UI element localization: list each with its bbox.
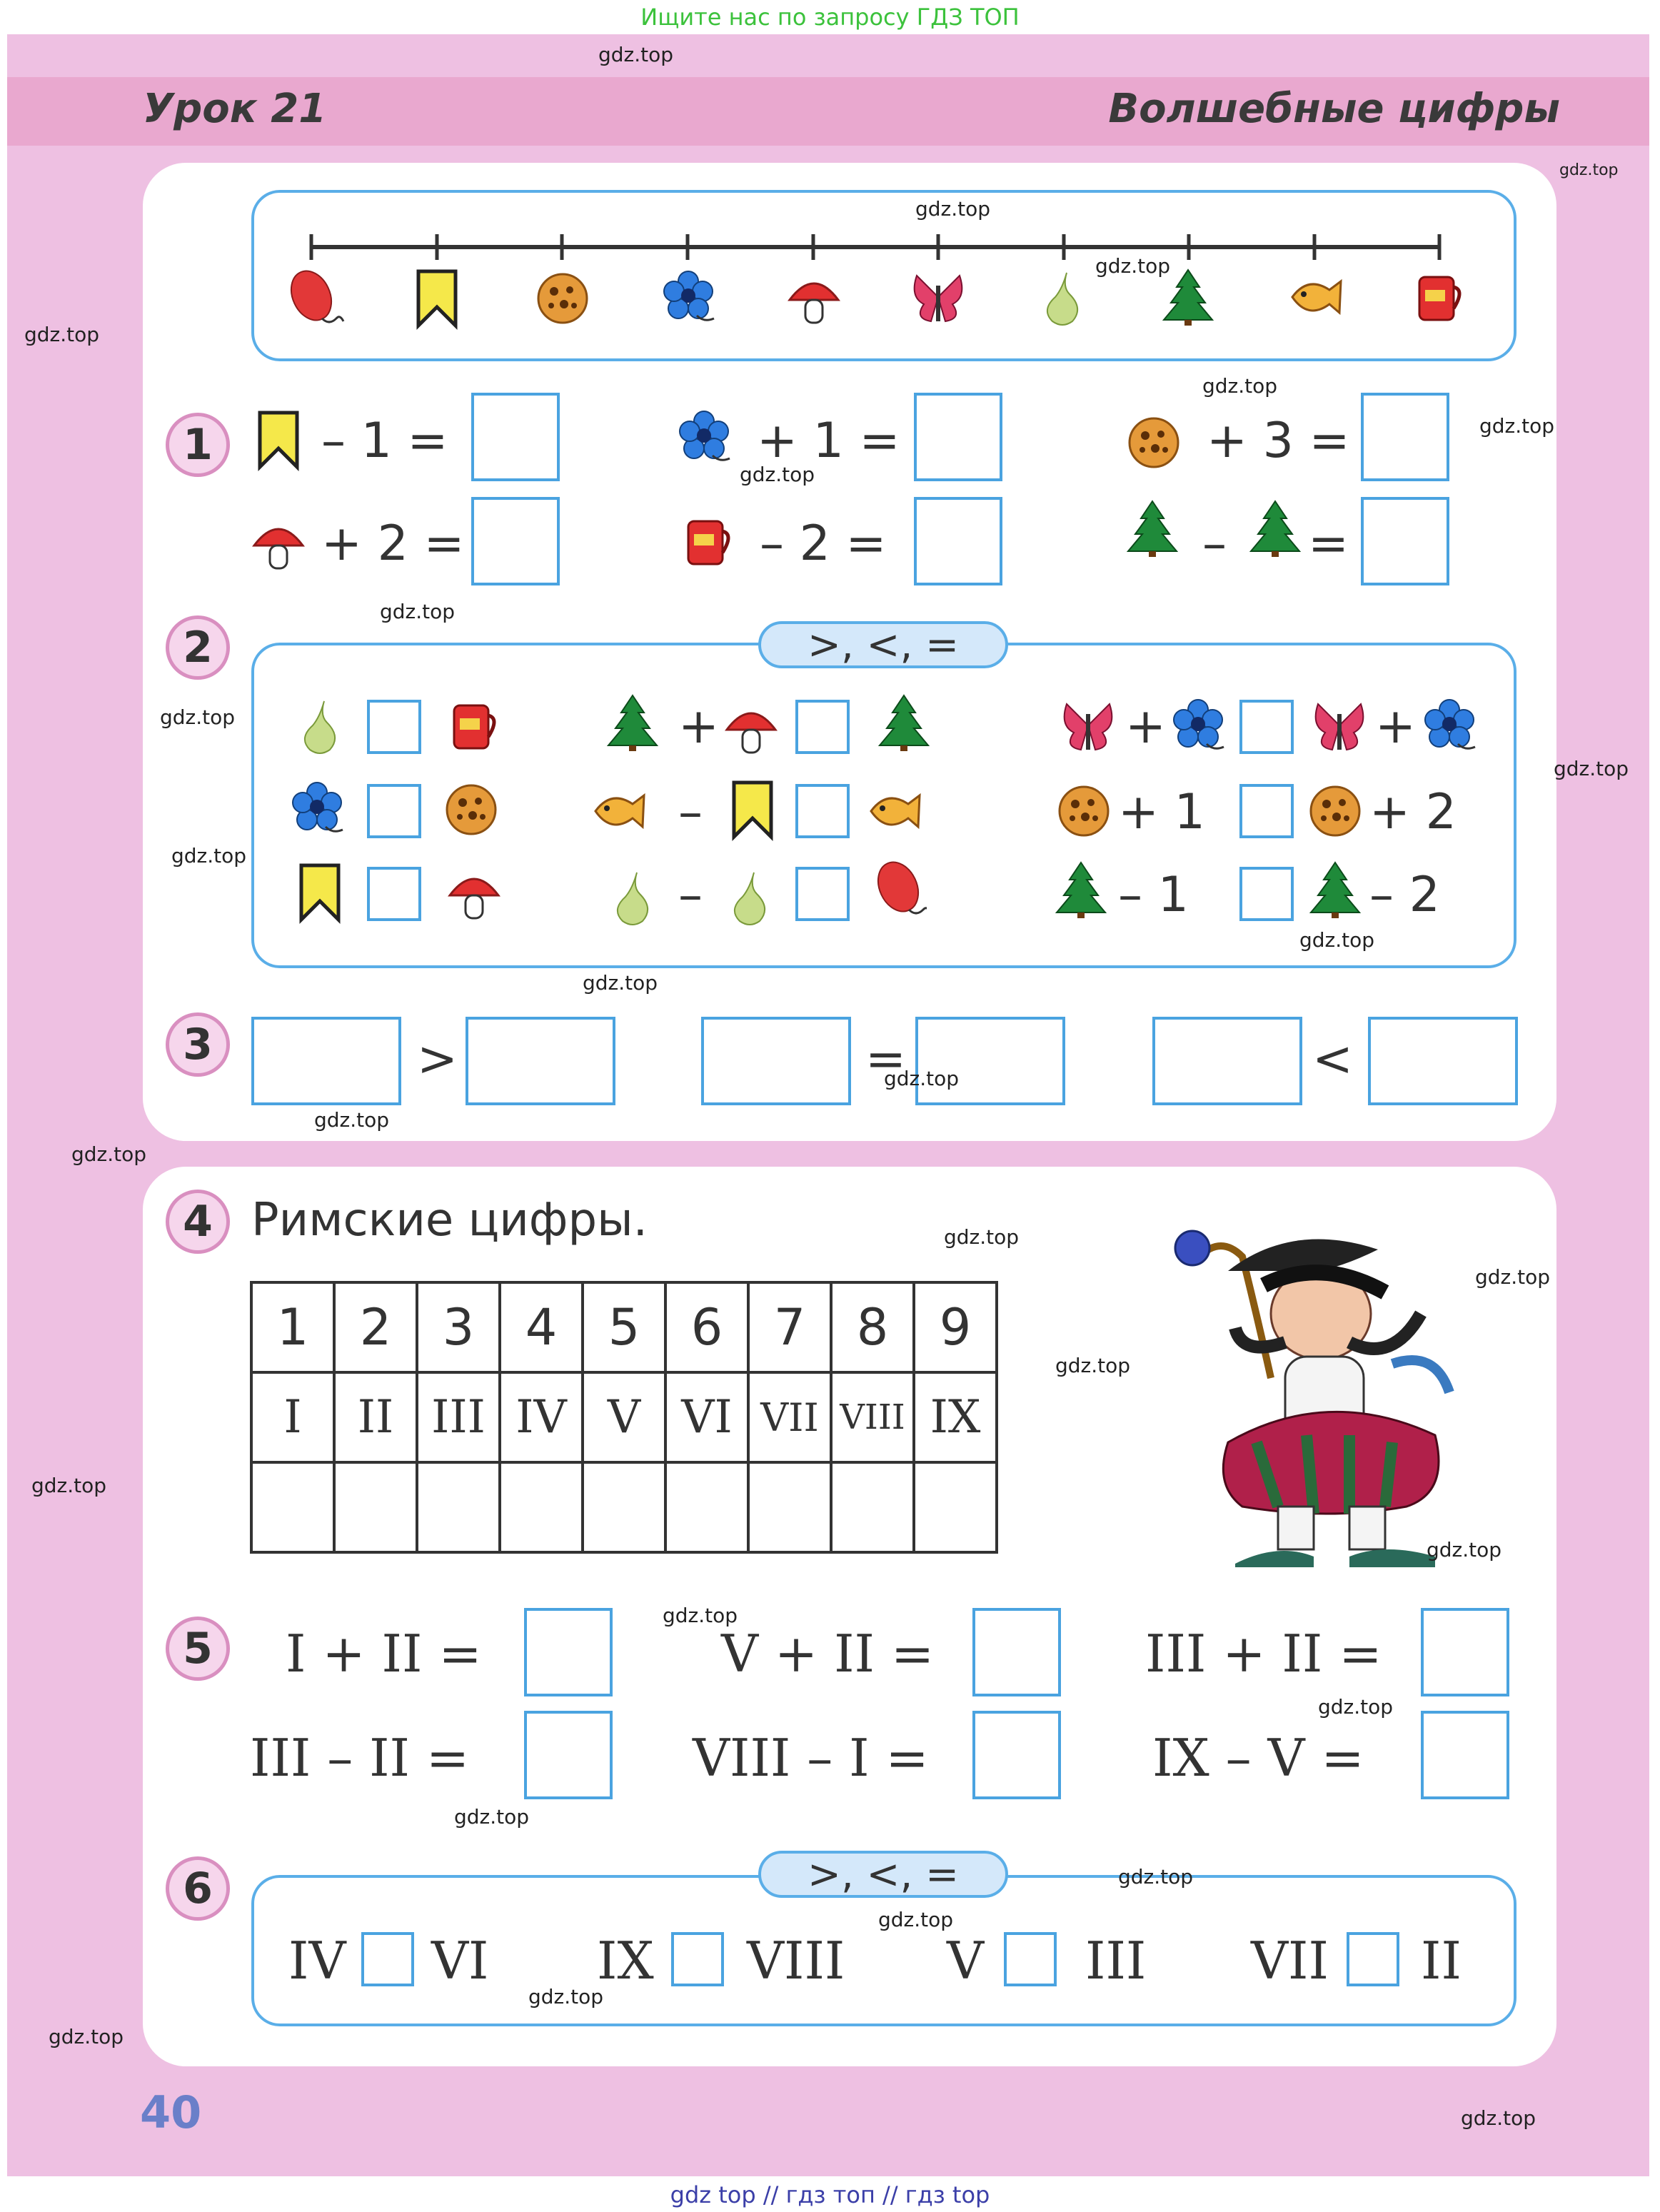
- roman-title: Римские цифры.: [251, 1194, 648, 1247]
- answer-box[interactable]: [914, 497, 1002, 585]
- cookie-icon: [1125, 413, 1182, 477]
- table-cell: IX: [914, 1372, 997, 1462]
- watermark: gdz.top: [31, 1474, 107, 1497]
- tree-icon: [604, 694, 661, 758]
- mushroom-icon: [790, 283, 838, 323]
- bottom-banner[interactable]: gdz top // гдз топ // гдз top: [670, 2181, 990, 2208]
- answer-box[interactable]: [524, 1711, 613, 1799]
- table-cell: 8: [831, 1282, 914, 1372]
- compare-box[interactable]: [795, 784, 850, 838]
- watermark: gdz.top: [1461, 2106, 1536, 2130]
- butterfly-icon: [1311, 697, 1368, 761]
- roman-left-3: V: [947, 1931, 984, 1991]
- watermark: gdz.top: [1479, 414, 1555, 438]
- compare-box[interactable]: [1004, 1932, 1057, 1986]
- compare-box[interactable]: [795, 700, 850, 754]
- gnome-illustration: [1135, 1207, 1471, 1578]
- empty-cell[interactable]: [500, 1462, 583, 1552]
- number-box[interactable]: [1152, 1017, 1302, 1105]
- answer-box[interactable]: [471, 497, 560, 585]
- empty-cell[interactable]: [914, 1462, 997, 1552]
- flag-icon: [250, 410, 307, 474]
- answer-box[interactable]: [972, 1608, 1061, 1696]
- table-cell: 4: [500, 1282, 583, 1372]
- number-box[interactable]: [251, 1017, 401, 1105]
- flag-icon: [291, 863, 348, 927]
- number-box[interactable]: [701, 1017, 851, 1105]
- flower-icon: [1169, 697, 1227, 761]
- watermark: gdz.top: [663, 1604, 738, 1627]
- equals-sign: =: [865, 1031, 906, 1087]
- cup-icon: [1419, 277, 1459, 320]
- table-cell: 7: [748, 1282, 831, 1372]
- task-number-1: 1: [166, 413, 230, 477]
- empty-cell[interactable]: [665, 1462, 748, 1552]
- table-cell: 9: [914, 1282, 997, 1372]
- watermark: gdz.top: [1427, 1538, 1502, 1562]
- watermark: gdz.top: [314, 1108, 390, 1132]
- page-number: 40: [140, 2086, 202, 2138]
- number-box[interactable]: [466, 1017, 615, 1105]
- plus-sign: +: [1375, 698, 1416, 755]
- roman-right-2: VIII: [747, 1931, 845, 1991]
- fish-icon: [865, 783, 922, 847]
- plus-sign: +: [678, 698, 719, 755]
- tree-icon: [1052, 861, 1110, 925]
- task1-expr-2: + 1 =: [757, 413, 900, 469]
- watermark: gdz.top: [1095, 254, 1171, 278]
- arabic-row: [251, 1282, 997, 1372]
- answer-box[interactable]: [1361, 393, 1449, 481]
- compare-box[interactable]: [367, 867, 421, 921]
- table-cell: IV: [500, 1372, 583, 1462]
- signs-pill: >, <, =: [758, 621, 1008, 668]
- empty-cell[interactable]: [334, 1462, 417, 1552]
- flower-icon: [664, 271, 714, 320]
- roman-table: [250, 1281, 998, 1554]
- task1-equals: =: [1308, 516, 1349, 572]
- empty-row: [251, 1462, 997, 1552]
- empty-cell[interactable]: [748, 1462, 831, 1552]
- watermark: gdz.top: [884, 1067, 960, 1090]
- balloon-icon: [870, 860, 927, 924]
- roman-left-2: IX: [597, 1931, 654, 1991]
- butterfly-icon: [1060, 697, 1117, 761]
- roman-left-1: IV: [288, 1931, 346, 1991]
- minus-one: – 1: [1118, 867, 1189, 923]
- cookie-icon: [538, 274, 587, 323]
- compare-box[interactable]: [1239, 784, 1294, 838]
- answer-box[interactable]: [972, 1711, 1061, 1799]
- compare-box[interactable]: [1239, 700, 1294, 754]
- plus-two: + 2: [1369, 784, 1457, 840]
- cup-icon: [447, 697, 504, 761]
- answer-box[interactable]: [914, 393, 1002, 481]
- table-cell: 6: [665, 1282, 748, 1372]
- table-cell: 5: [583, 1282, 665, 1372]
- answer-box[interactable]: [1421, 1608, 1509, 1696]
- cookie-icon: [443, 780, 500, 844]
- watermark: gdz.top: [1118, 1865, 1194, 1889]
- table-cell: I: [251, 1372, 334, 1462]
- tree-icon: [1164, 270, 1212, 326]
- number-line: [251, 190, 1516, 361]
- watermark: gdz.top: [71, 1142, 147, 1166]
- watermark: gdz.top: [171, 844, 247, 868]
- number-box[interactable]: [915, 1017, 1065, 1105]
- roman-right-3: III: [1085, 1931, 1147, 1991]
- empty-cell[interactable]: [251, 1462, 334, 1552]
- pear-icon: [291, 697, 348, 761]
- fish-icon: [590, 783, 647, 847]
- task-number-4: 4: [166, 1190, 230, 1254]
- top-banner[interactable]: Ищите нас по запросу ГДЗ ТОП: [640, 4, 1020, 31]
- flower-icon: [675, 408, 733, 473]
- roman-expr-2: V + II =: [721, 1624, 935, 1684]
- page-title: Волшебные цифры: [1108, 86, 1560, 132]
- watermark: gdz.top: [528, 1985, 604, 2009]
- tree-icon: [1124, 500, 1181, 564]
- task1-expr-1: – 1 =: [321, 413, 448, 469]
- watermark: gdz.top: [1055, 1354, 1131, 1377]
- compare-box[interactable]: [1347, 1932, 1399, 1986]
- table-cell: II: [334, 1372, 417, 1462]
- lesson-label: Урок 21: [143, 86, 327, 132]
- flower-icon: [1421, 697, 1478, 761]
- compare-box[interactable]: [795, 867, 850, 921]
- answer-box[interactable]: [471, 393, 560, 481]
- plus-sign: +: [1125, 698, 1166, 755]
- watermark: gdz.top: [1559, 161, 1619, 179]
- empty-cell[interactable]: [831, 1462, 914, 1552]
- table-cell: 2: [334, 1282, 417, 1372]
- table-cell: 1: [251, 1282, 334, 1372]
- compare-box[interactable]: [671, 1932, 724, 1986]
- signs-pill: >, <, =: [758, 1851, 1008, 1898]
- roman-right-1: VI: [431, 1931, 489, 1991]
- watermark: gdz.top: [944, 1225, 1020, 1249]
- flag-icon: [418, 271, 456, 326]
- watermark: gdz.top: [598, 43, 674, 66]
- compare-box[interactable]: [1239, 867, 1294, 921]
- fish-icon: [1292, 281, 1341, 313]
- roman-expr-1: I + II =: [286, 1624, 482, 1684]
- task-number-5: 5: [166, 1617, 230, 1681]
- task-number-6: 6: [166, 1856, 230, 1921]
- watermark: gdz.top: [160, 705, 236, 729]
- balloon-icon: [283, 264, 343, 326]
- minus-sign: –: [678, 867, 703, 923]
- number-box[interactable]: [1368, 1017, 1518, 1105]
- empty-cell[interactable]: [417, 1462, 500, 1552]
- watermark: gdz.top: [1299, 928, 1375, 952]
- compare-box[interactable]: [367, 700, 421, 754]
- tree-icon: [1247, 500, 1304, 564]
- roman-expr-5: VIII – I =: [693, 1728, 929, 1788]
- pear-icon: [721, 868, 778, 932]
- cup-icon: [681, 513, 738, 577]
- roman-right-4: II: [1421, 1931, 1462, 1991]
- pear-icon: [1047, 273, 1077, 325]
- less-sign: <: [1312, 1031, 1353, 1087]
- watermark: gdz.top: [583, 971, 658, 995]
- watermark: gdz.top: [878, 1908, 954, 1931]
- table-cell: 3: [417, 1282, 500, 1372]
- watermark: gdz.top: [915, 197, 991, 221]
- table-cell: III: [417, 1372, 500, 1462]
- cookie-icon: [1055, 781, 1112, 845]
- roman-row: [251, 1372, 997, 1462]
- table-cell: VII: [748, 1372, 831, 1462]
- table-cell: VI: [665, 1372, 748, 1462]
- roman-expr-6: IX – V =: [1152, 1728, 1364, 1788]
- tree-icon: [875, 694, 932, 758]
- mushroom-icon: [723, 701, 780, 765]
- watermark: gdz.top: [740, 463, 815, 486]
- minus-two: – 2: [1369, 867, 1440, 923]
- tree-icon: [1307, 861, 1364, 925]
- minus-sign: –: [678, 784, 703, 840]
- task1-expr-5: – 2 =: [760, 516, 887, 572]
- table-cell: VIII: [831, 1372, 914, 1462]
- pear-icon: [604, 868, 661, 932]
- compare-box[interactable]: [367, 784, 421, 838]
- roman-left-4: VII: [1251, 1931, 1329, 1991]
- task-number-3: 3: [166, 1012, 230, 1077]
- task-number-2: 2: [166, 615, 230, 680]
- answer-box[interactable]: [1361, 497, 1449, 585]
- flag-icon: [724, 780, 781, 844]
- task1-expr-3: + 3 =: [1207, 413, 1350, 469]
- mushroom-icon: [446, 867, 503, 931]
- watermark: gdz.top: [454, 1805, 530, 1829]
- watermark: gdz.top: [1318, 1695, 1394, 1719]
- watermark: gdz.top: [380, 600, 456, 623]
- watermark: gdz.top: [24, 323, 100, 346]
- butterfly-icon: [915, 276, 962, 321]
- answer-box[interactable]: [524, 1608, 613, 1696]
- answer-box[interactable]: [1421, 1711, 1509, 1799]
- roman-expr-3: III + II =: [1145, 1624, 1382, 1684]
- task1-expr-4: + 2 =: [321, 516, 465, 572]
- watermark: gdz.top: [49, 2025, 124, 2048]
- flower-icon: [288, 780, 346, 844]
- empty-cell[interactable]: [583, 1462, 665, 1552]
- mushroom-icon: [250, 517, 307, 581]
- watermark: gdz.top: [1475, 1265, 1551, 1289]
- greater-sign: >: [417, 1031, 458, 1087]
- watermark: gdz.top: [1202, 374, 1278, 398]
- plus-one: + 1: [1118, 784, 1205, 840]
- cookie-icon: [1307, 781, 1364, 845]
- table-cell: V: [583, 1372, 665, 1462]
- watermark: gdz.top: [1554, 757, 1629, 780]
- compare-box[interactable]: [361, 1932, 414, 1986]
- task1-minus: –: [1202, 516, 1227, 572]
- roman-expr-4: III – II =: [250, 1728, 470, 1788]
